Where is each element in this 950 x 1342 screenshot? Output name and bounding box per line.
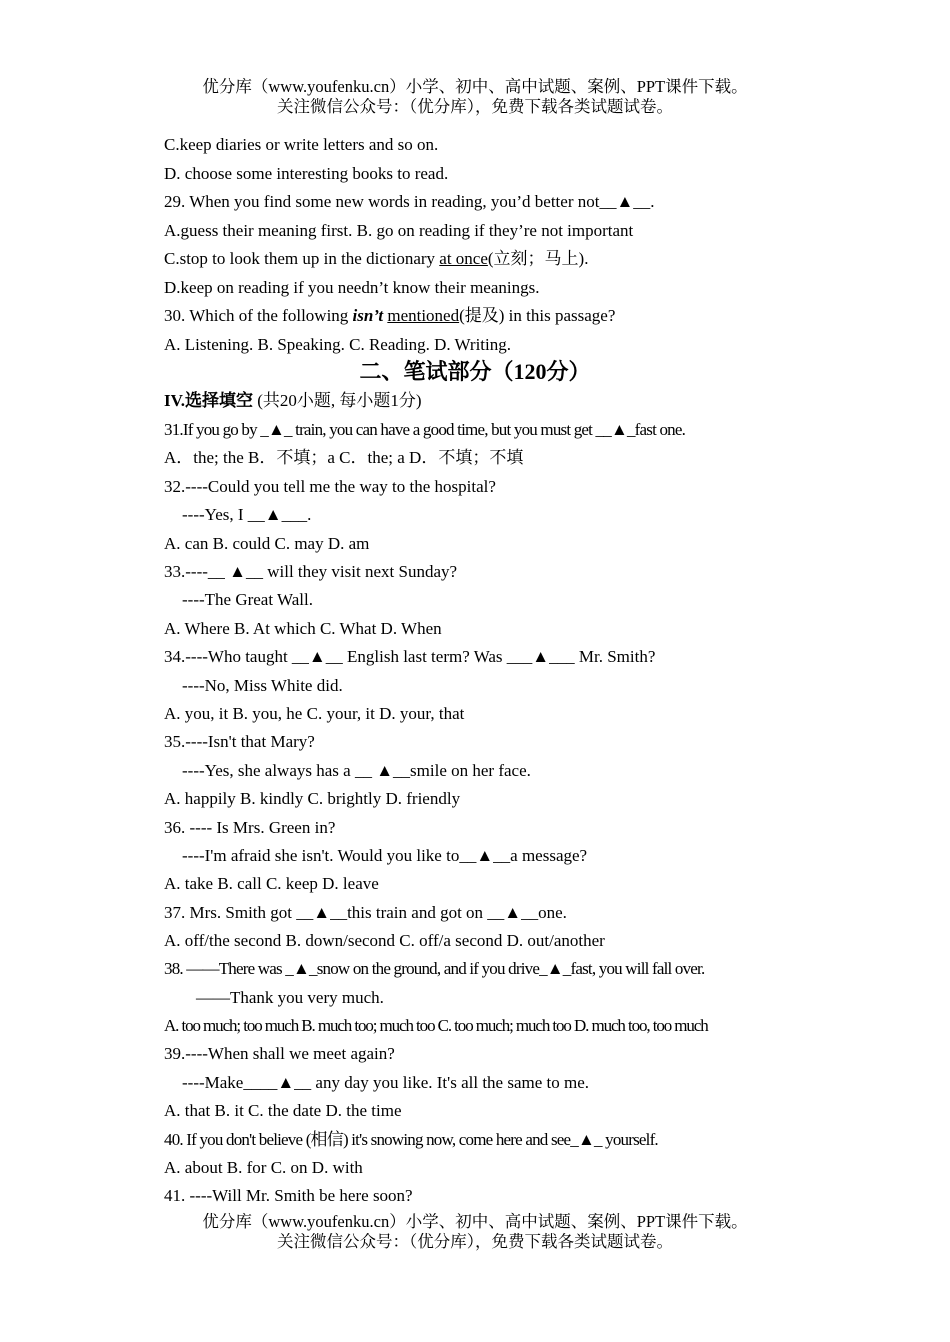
q37-options: A. off/the second B. down/second C. off/a second D. out/another	[164, 931, 605, 950]
q30-stem-gloss: (提及) in this passage?	[459, 306, 616, 325]
q37-stem: 37. Mrs. Smith got __▲__this train and got on __▲__one.	[164, 903, 567, 922]
q40-stem: 40. If you don't believe (相信) it's snowing now, come here and see_▲_ yourself.	[164, 1130, 658, 1149]
part-label: IV.选择填空	[164, 391, 253, 410]
q38-answer-line: ——Thank you very much.	[196, 988, 384, 1007]
q31-options: A．the; the B．不填；a C．the; a D．不填；不填	[164, 448, 524, 467]
section-title: 二、笔试部分（120分）	[359, 359, 591, 384]
q30-stem-text: 30. Which of the following	[164, 306, 353, 325]
q29-underlined-phrase: at once	[439, 249, 488, 268]
q36-answer-line: ----I'm afraid she isn't. Would you like to__▲__a message?	[182, 846, 588, 865]
header-line-2: 关注微信公众号：（优分库），免费下载各类试题试卷。	[277, 97, 673, 116]
q35-answer-line: ----Yes, she always has a __ ▲__smile on her face.	[182, 761, 531, 780]
q30-options: A. Listening. B. Speaking. C. Reading. D. Writing.	[164, 335, 512, 354]
q38-stem: 38. ——There was _▲_snow on the ground, and if you drive_▲_fast, you will fall over.	[164, 959, 705, 978]
q34-answer-line: ----No, Miss White did.	[182, 676, 343, 695]
q34-stem: 34.----Who taught __▲__ English last term? Was ___▲___ Mr. Smith?	[164, 647, 656, 666]
q29-option-c-gloss: (立刻；马上).	[487, 249, 589, 268]
q40-options: A. about B. for C. on D. with	[164, 1158, 363, 1177]
q33-answer-line: ----The Great Wall.	[182, 590, 313, 609]
part-heading	[164, 390, 422, 412]
q39-answer-line: ----Make____▲__ any day you like. It's all the same to me.	[182, 1073, 590, 1092]
header-line-1: 优分库（www.youfenku.cn）小学、初中、高中试题、案例、PPT课件下载。	[202, 77, 748, 96]
q28-option-d: D. choose some interesting books to read.	[164, 164, 449, 183]
q35-stem: 35.----Isn't that Mary?	[164, 732, 315, 751]
part-note: (共20小题, 每小题1分)	[252, 391, 422, 410]
q29-option-c-text: C.stop to look them up in the dictionary	[164, 249, 440, 268]
q30-underlined-word: mentioned	[387, 306, 460, 325]
q39-stem: 39.----When shall we meet again?	[164, 1044, 395, 1063]
q34-options: A. you, it B. you, he C. your, it D. your, that	[164, 704, 465, 723]
q28-option-c: C.keep diaries or write letters and so on.	[164, 135, 439, 154]
q38-options: A. too much; too much B. much too; much too C. too much; much too D. much too, too much	[164, 1016, 708, 1035]
q29-option-d: D.keep on reading if you needn’t know their meanings.	[164, 278, 540, 297]
q41-stem: 41. ----Will Mr. Smith be here soon?	[164, 1186, 413, 1205]
q35-options: A. happily B. kindly C. brightly D. friendly	[164, 789, 461, 808]
q32-options: A. can B. could C. may D. am	[164, 534, 370, 553]
footer-line-1: 优分库（www.youfenku.cn）小学、初中、高中试题、案例、PPT课件下载。	[202, 1212, 748, 1231]
q29-options-ab: A.guess their meaning first. B. go on reading if they’re not important	[164, 221, 634, 240]
q36-options: A. take B. call C. keep D. leave	[164, 874, 379, 893]
q39-options: A. that B. it C. the date D. the time	[164, 1101, 402, 1120]
q33-stem: 33.----__ ▲__ will they visit next Sunday?	[164, 562, 458, 581]
q36-stem: 36. ---- Is Mrs. Green in?	[164, 818, 336, 837]
q31-stem: 31.If you go by _▲_ train, you can have a good time, but you must get __▲_fast one.	[164, 420, 686, 439]
q29-option-c	[164, 248, 588, 270]
q32-answer-line: ----Yes, I __▲___.	[182, 505, 312, 524]
q30-emphasis: isn’t	[352, 306, 384, 325]
q30-stem	[164, 305, 615, 327]
q29-stem: 29. When you find some new words in reading, you’d better not__▲__.	[164, 192, 655, 211]
footer-line-2: 关注微信公众号：（优分库），免费下载各类试题试卷。	[277, 1232, 673, 1251]
q33-options: A. Where B. At which C. What D. When	[164, 619, 442, 638]
q32-stem: 32.----Could you tell me the way to the hospital?	[164, 477, 496, 496]
